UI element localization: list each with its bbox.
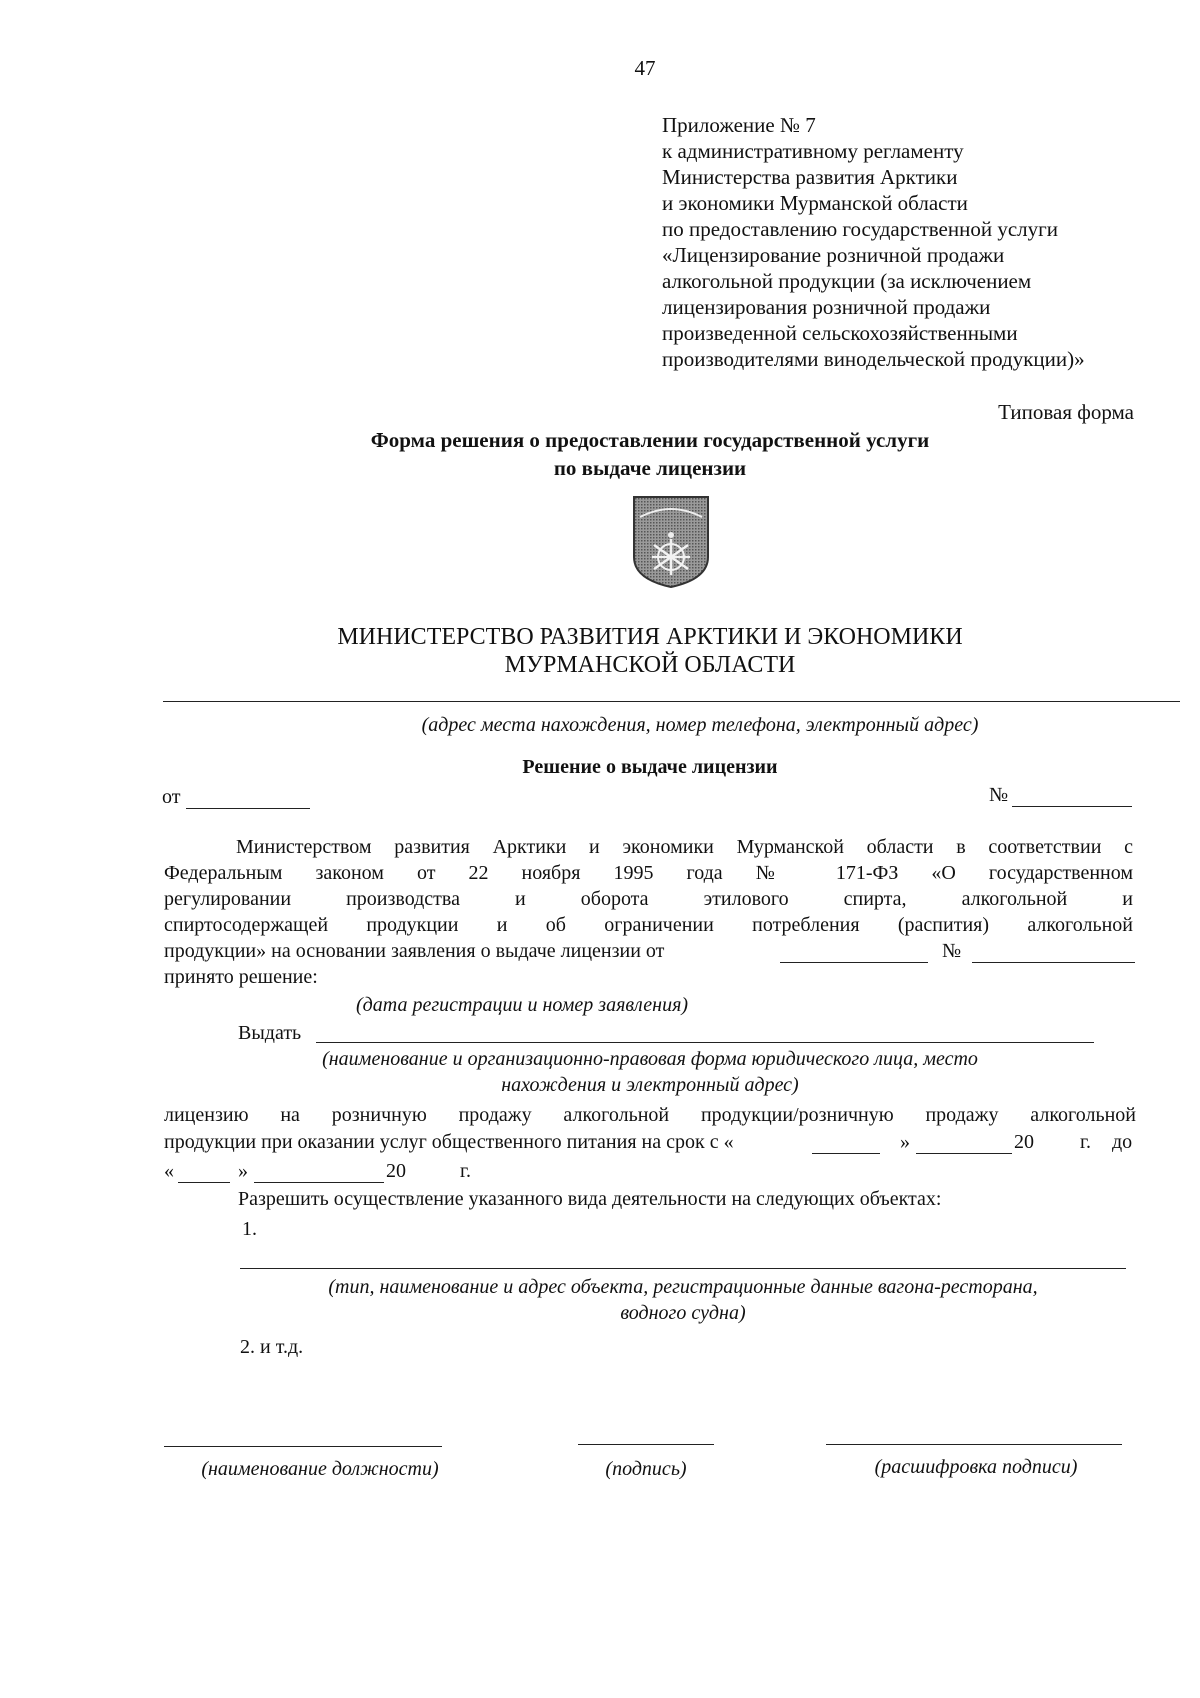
appendix-line: алкогольной продукции (за исключением: [662, 269, 1032, 293]
appendix-line: производителями винодельческой продукции)»: [662, 347, 1085, 371]
number-sign: №: [989, 784, 1009, 806]
form-title-line2: по выдаче лицензии: [553, 456, 747, 480]
appendix-line: к административному регламенту: [662, 139, 964, 163]
form-type-label: Типовая форма: [998, 400, 1134, 424]
ministry-name-line1: МИНИСТЕРСТВО РАЗВИТИЯ АРКТИКИ И ЭКОНОМИКИ: [337, 624, 963, 650]
ministry-name-line2: МУРМАНСКОЙ ОБЛАСТИ: [504, 652, 796, 678]
paragraph-line: принято решение:: [164, 966, 318, 988]
quote-open: «: [164, 1160, 174, 1182]
appendix-line: лицензирования розничной продажи: [662, 295, 991, 319]
start-month-blank: [916, 1153, 1012, 1154]
year-prefix: 20: [1014, 1131, 1034, 1153]
licensee-blank: [316, 1042, 1094, 1043]
date-blank: [186, 808, 310, 809]
decision-title: Решение о выдаче лицензии: [522, 756, 778, 778]
paragraph-line: регулировании производства и оборота этилового спирта, алкогольной и: [164, 888, 1133, 910]
paragraph-line: продукции при оказании услуг общественного питания на срок с «: [164, 1131, 734, 1153]
application-number-blank: [972, 962, 1135, 963]
appendix-note: [662, 112, 1085, 372]
paragraph-line: Федеральным законом от 22 ноября 1995 года № 171-ФЗ «О государственном: [164, 862, 1133, 884]
year-suffix: г.: [1080, 1131, 1091, 1153]
appendix-line: Министерства развития Арктики: [662, 165, 958, 189]
appendix-line: по предоставлению государственной услуги: [662, 217, 1058, 241]
paragraph-line: продукции» на основании заявления о выдаче лицензии от: [164, 940, 665, 962]
appendix-line: произведенной сельскохозяйственными: [662, 321, 1018, 345]
object-item-1: 1.: [242, 1218, 257, 1240]
quote-close: »: [900, 1131, 910, 1153]
appendix-line: Приложение № 7: [662, 113, 816, 137]
start-day-blank: [812, 1153, 880, 1154]
end-month-blank: [254, 1182, 384, 1183]
appendix-line: и экономики Мурманской области: [662, 191, 968, 215]
year-prefix: 20: [386, 1160, 406, 1182]
issue-label: Выдать: [238, 1022, 302, 1044]
licensee-caption-line2: нахождения и электронный адрес): [501, 1074, 799, 1096]
paragraph-line: лицензию на розничную продажу алкогольной продукции/розничную продажу алкогольной: [164, 1104, 1136, 1126]
position-caption: (наименование должности): [201, 1458, 439, 1480]
paragraph-line: спиртосодержащей продукции и об ограничении потребления (распития) алкогольной: [164, 914, 1133, 936]
address-line: [163, 701, 1180, 702]
date-from-label: от: [162, 786, 181, 808]
application-number-sign: №: [942, 940, 962, 962]
end-day-blank: [178, 1182, 230, 1183]
decoding-caption: (расшифровка подписи): [874, 1456, 1078, 1478]
position-blank: [164, 1446, 442, 1447]
form-title-line1: Форма решения о предоставлении государственной услуги: [370, 428, 930, 452]
signature-blank: [578, 1444, 714, 1445]
coat-of-arms-emblem: [632, 495, 710, 589]
object-item-etc: 2. и т.д.: [240, 1336, 304, 1358]
application-date-blank: [780, 962, 928, 963]
permit-text: Разрешить осуществление указанного вида деятельности на следующих объектах:: [238, 1188, 942, 1210]
quote-close: »: [238, 1160, 248, 1182]
licensee-caption-line1: (наименование и организационно-правовая форма юридического лица, место: [322, 1048, 978, 1070]
paragraph-line: Министерством развития Арктики и экономики Мурманской области в соответствии с: [236, 836, 1133, 858]
decoding-blank: [826, 1444, 1122, 1445]
address-caption: (адрес места нахождения, номер телефона, электронный адрес): [421, 714, 979, 736]
year-suffix: г.: [460, 1160, 471, 1182]
until-word: до: [1112, 1131, 1133, 1153]
object-caption-line1: (тип, наименование и адрес объекта, регистрационные данные вагона-ресторана,: [328, 1276, 1038, 1298]
object-caption-line2: водного судна): [620, 1302, 746, 1324]
application-caption: (дата регистрации и номер заявления): [356, 994, 689, 1016]
page-number: 47: [634, 56, 656, 80]
appendix-line: «Лицензирование розничной продажи: [662, 243, 1005, 267]
number-blank: [1012, 806, 1132, 807]
signature-caption: (подпись): [605, 1458, 687, 1480]
object-blank: [240, 1268, 1126, 1269]
